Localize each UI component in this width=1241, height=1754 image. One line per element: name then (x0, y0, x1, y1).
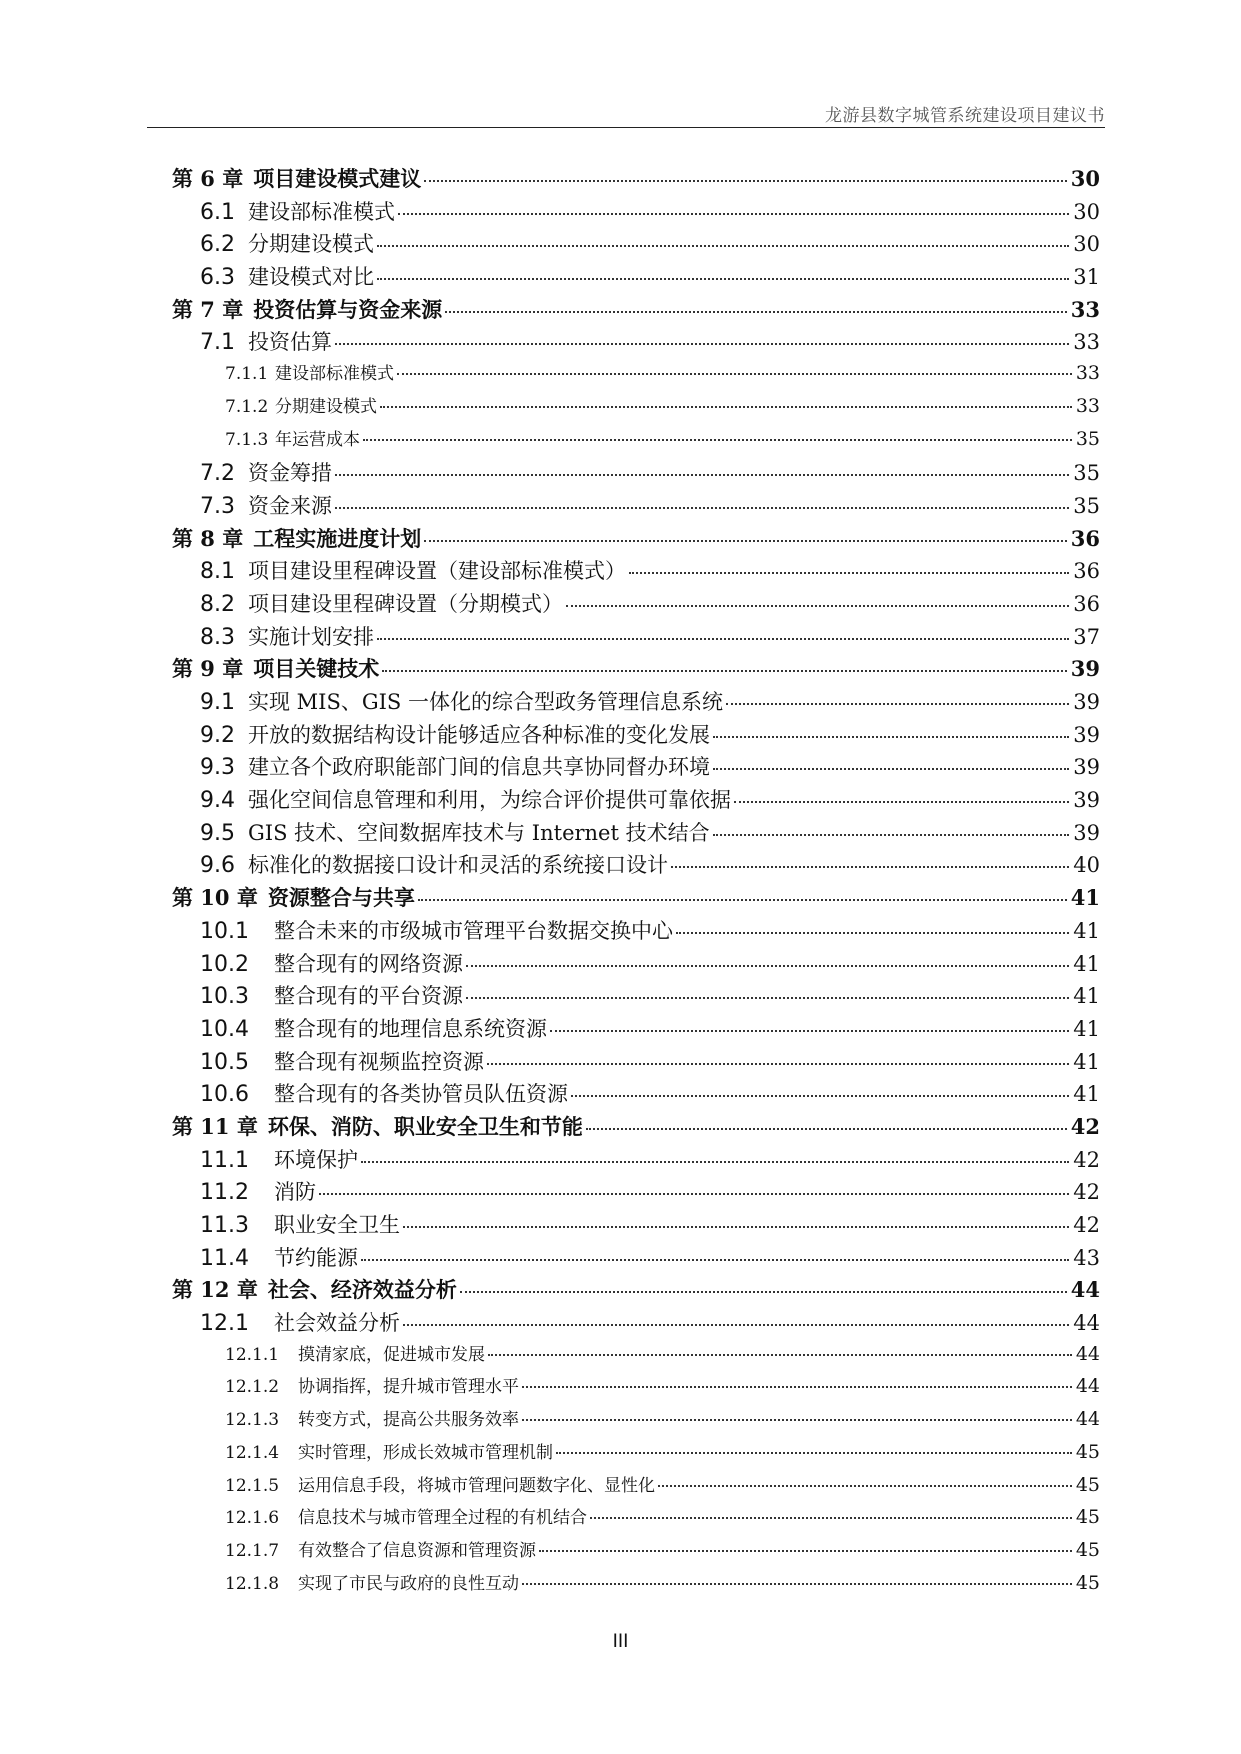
toc-dot-leader (566, 605, 1069, 607)
toc-entry-title: 建设部标准模式 (275, 364, 394, 385)
toc-dot-leader (488, 1354, 1072, 1356)
toc-entry-number: 7.1 (200, 330, 235, 356)
toc-dot-leader (377, 638, 1069, 640)
toc-entry-number: 11.2 (200, 1180, 249, 1206)
toc-entry-number: 第 6 章 (172, 166, 244, 191)
toc-dot-leader (522, 1583, 1072, 1585)
toc-entry[interactable] (172, 392, 1100, 425)
toc-entry-title: 社会、经济效益分析 (267, 1277, 457, 1303)
toc-entry-page: 41 (1073, 1049, 1100, 1074)
toc-entry-number: 第 11 章 (172, 1113, 258, 1139)
toc-entry-number: 12.1.5 (225, 1475, 280, 1496)
toc-chapter-entry[interactable] (172, 1111, 1100, 1144)
toc-entry-page: 39 (1073, 788, 1100, 813)
toc-entry[interactable] (172, 1307, 1100, 1340)
toc-entry-page: 30 (1073, 199, 1100, 224)
toc-entry-title: GIS 技术、空间数据库技术与 Internet 技术结合 (248, 820, 710, 845)
toc-entry-page: 31 (1073, 265, 1100, 290)
page-number-footer: III (612, 1631, 629, 1652)
toc-entry-page: 33 (1070, 296, 1100, 322)
toc-entry-number: 7.1.3 (225, 429, 269, 450)
toc-chapter-entry[interactable] (172, 653, 1100, 686)
toc-entry-title: 整合现有的网络资源 (274, 951, 463, 976)
toc-entry-page: 42 (1073, 1213, 1100, 1237)
toc-entry-page: 43 (1073, 1245, 1100, 1270)
toc-entry-title: 开放的数据结构设计能够适应各种标准的变化发展 (248, 722, 710, 747)
toc-entry-page: 44 (1070, 1277, 1100, 1303)
toc-entry-number: 第 7 章 (172, 296, 244, 322)
toc-entry-title: 整合现有的平台资源 (274, 984, 463, 1009)
toc-chapter-entry[interactable] (172, 882, 1100, 915)
toc-entry-title: 建设部标准模式 (248, 199, 395, 224)
toc-entry-title: 分期建设模式 (275, 396, 377, 417)
toc-entry[interactable] (172, 588, 1100, 621)
toc-dot-leader (397, 373, 1072, 375)
toc-entry-number: 10.2 (200, 951, 249, 977)
toc-entry-number: 12.1.4 (225, 1442, 280, 1463)
toc-entry-number: 12.1.6 (225, 1508, 280, 1529)
toc-dot-leader (361, 1259, 1069, 1261)
toc-dot-leader (586, 1128, 1067, 1130)
toc-entry-title: 项目关键技术 (253, 656, 380, 682)
toc-dot-leader (363, 439, 1072, 441)
toc-entry-page: 35 (1075, 427, 1100, 450)
toc-entry[interactable] (172, 751, 1100, 784)
toc-entry-number: 第 12 章 (172, 1277, 258, 1303)
toc-entry-title: 环保、消防、职业安全卫生和节能 (267, 1113, 583, 1139)
toc-entry-title: 实现了市民与政府的良性互动 (298, 1573, 519, 1594)
toc-entry-number: 第 10 章 (172, 885, 258, 911)
toc-dot-leader (713, 736, 1069, 738)
toc-entry[interactable] (172, 621, 1100, 654)
toc-entry-title: 协调指挥，提升城市管理水平 (298, 1377, 519, 1398)
toc-entry[interactable] (172, 1340, 1100, 1373)
toc-chapter-entry[interactable] (172, 163, 1100, 196)
toc-entry-page: 42 (1073, 1180, 1100, 1205)
toc-chapter-entry[interactable] (172, 294, 1100, 327)
toc-entry-number: 12.1.1 (225, 1344, 280, 1365)
toc-entry-title: 资金筹措 (248, 461, 332, 486)
toc-entry-page: 33 (1075, 362, 1100, 385)
toc-entry-number: 7.1.2 (225, 396, 269, 417)
toc-entry-number: 6.3 (200, 265, 235, 291)
toc-entry[interactable] (172, 1569, 1100, 1602)
toc-entry-number: 12.1.3 (225, 1410, 280, 1431)
toc-entry[interactable] (172, 1046, 1100, 1079)
toc-dot-leader (556, 1452, 1072, 1454)
header-rule (147, 127, 1105, 128)
toc-entry[interactable] (172, 1242, 1100, 1275)
toc-entry[interactable] (172, 425, 1100, 458)
toc-entry-page: 39 (1073, 690, 1100, 714)
toc-entry-title: 环境保护 (274, 1147, 358, 1172)
toc-entry-number: 10.1 (200, 918, 249, 944)
toc-entry-page: 45 (1075, 1538, 1100, 1561)
toc-dot-leader (590, 1517, 1072, 1519)
toc-entry-title: 项目建设里程碑设置（分期模式） (248, 591, 563, 616)
toc-entry-number: 7.1.1 (225, 364, 269, 385)
toc-entry-number: 6.1 (200, 199, 235, 225)
toc-entry[interactable] (172, 1209, 1100, 1242)
toc-dot-leader (734, 801, 1069, 803)
toc-entry[interactable] (172, 1536, 1100, 1569)
toc-entry-page: 39 (1073, 722, 1100, 747)
toc-dot-leader (335, 343, 1069, 345)
toc-entry-title: 资源整合与共享 (267, 885, 415, 911)
toc-dot-leader (522, 1419, 1072, 1421)
toc-dot-leader (713, 834, 1070, 836)
toc-entry-page: 33 (1073, 330, 1100, 355)
toc-dot-leader (380, 406, 1072, 408)
toc-entry[interactable] (172, 980, 1100, 1013)
toc-dot-leader (629, 572, 1069, 574)
toc-entry[interactable] (172, 1013, 1100, 1046)
toc-entry-page: 41 (1070, 885, 1100, 911)
toc-entry[interactable] (172, 359, 1100, 392)
toc-entry-title: 整合现有的各类协管员队伍资源 (274, 1082, 568, 1107)
toc-entry-page: 41 (1073, 1016, 1100, 1041)
toc-entry-title: 强化空间信息管理和利用，为综合评价提供可靠依据 (248, 788, 731, 813)
toc-dot-leader (466, 965, 1069, 967)
toc-entry-number: 10.6 (200, 1082, 249, 1108)
toc-dot-leader (539, 1550, 1072, 1552)
toc-entry-title: 整合未来的市级城市管理平台数据交换中心 (274, 918, 673, 943)
toc-chapter-entry[interactable] (172, 523, 1100, 556)
toc-entry-number: 第 8 章 (172, 525, 244, 551)
toc-dot-leader (445, 311, 1067, 313)
running-header: 龙游县数字城管系统建设项目建议书 (825, 106, 1105, 126)
toc-entry-title: 分期建设模式 (248, 232, 374, 257)
toc-dot-leader (382, 670, 1067, 672)
toc-entry-number: 9.2 (200, 722, 235, 748)
toc-entry-page: 45 (1075, 1473, 1100, 1496)
toc-entry[interactable] (172, 1503, 1100, 1536)
toc-entry[interactable] (172, 326, 1100, 359)
toc-dot-leader (403, 1324, 1069, 1326)
toc-entry-title: 年运营成本 (275, 429, 360, 450)
toc-entry-page: 39 (1070, 656, 1100, 682)
toc-entry-title: 投资估算 (248, 330, 332, 355)
toc-entry-title: 有效整合了信息资源和管理资源 (298, 1540, 536, 1561)
toc-entry[interactable] (172, 261, 1100, 294)
toc-entry-title: 实施计划安排 (248, 624, 374, 649)
toc-entry-page: 39 (1073, 755, 1100, 780)
toc-entry-number: 11.1 (200, 1147, 249, 1173)
toc-entry-number: 9.6 (200, 853, 235, 879)
toc-dot-leader (319, 1193, 1069, 1195)
toc-entry-number: 8.1 (200, 559, 235, 585)
toc-dot-leader (418, 899, 1067, 901)
toc-entry-title: 转变方式，提高公共服务效率 (298, 1410, 519, 1431)
toc-entry-number: 12.1.8 (225, 1573, 280, 1594)
toc-entry[interactable] (172, 228, 1100, 261)
toc-entry-number: 第 9 章 (172, 656, 244, 682)
toc-entry-title: 职业安全卫生 (274, 1213, 400, 1237)
toc-entry-page: 36 (1073, 591, 1100, 616)
toc-entry-page: 36 (1070, 525, 1100, 551)
toc-dot-leader (466, 997, 1069, 999)
toc-entry-number: 11.4 (200, 1245, 249, 1271)
toc-entry-number: 9.1 (200, 690, 235, 715)
toc-entry-title: 建立各个政府职能部门间的信息共享协同督办环境 (248, 755, 710, 780)
toc-entry-page: 39 (1073, 820, 1100, 845)
toc-entry-page: 30 (1070, 166, 1100, 191)
toc-entry-title: 摸清家底，促进城市发展 (298, 1344, 485, 1365)
toc-entry-number: 12.1.2 (225, 1377, 280, 1398)
toc-entry-number: 10.3 (200, 984, 249, 1010)
toc-entry-number: 12.1.7 (225, 1540, 280, 1561)
toc-entry-page: 40 (1073, 853, 1100, 878)
toc-entry[interactable] (172, 457, 1100, 490)
toc-dot-leader (377, 278, 1069, 280)
toc-dot-leader (403, 1226, 1069, 1228)
toc-entry-title: 工程实施进度计划 (253, 525, 422, 551)
toc-entry-number: 8.3 (200, 624, 235, 650)
toc-dot-leader (424, 540, 1067, 542)
toc-entry-page: 33 (1075, 394, 1100, 417)
toc-dot-leader (676, 932, 1069, 934)
toc-entry-page: 42 (1073, 1147, 1100, 1172)
toc-entry-title: 消防 (274, 1180, 316, 1205)
toc-dot-leader (550, 1030, 1069, 1032)
toc-entry-title: 投资估算与资金来源 (253, 296, 443, 322)
toc-entry-page: 45 (1075, 1571, 1100, 1594)
toc-chapter-entry[interactable] (172, 1274, 1100, 1307)
toc-dot-leader (377, 245, 1069, 247)
toc-entry[interactable] (172, 686, 1100, 719)
toc-entry-title: 信息技术与城市管理全过程的有机结合 (298, 1508, 587, 1529)
toc-entry[interactable] (172, 719, 1100, 752)
toc-entry-page: 44 (1075, 1342, 1100, 1365)
toc-entry[interactable] (172, 1176, 1100, 1209)
toc-entry[interactable] (172, 1471, 1100, 1504)
toc-entry-page: 41 (1073, 918, 1100, 943)
toc-entry-title: 资金来源 (248, 493, 332, 518)
toc-dot-leader (713, 768, 1069, 770)
toc-entry-title: 项目建设模式建议 (253, 166, 422, 191)
toc-entry-page: 41 (1073, 984, 1100, 1009)
toc-entry-page: 41 (1073, 1082, 1100, 1107)
toc-entry-number: 6.2 (200, 232, 235, 258)
toc-entry-page: 36 (1073, 559, 1100, 584)
toc-entry-number: 7.2 (200, 461, 235, 487)
toc-entry-number: 8.2 (200, 591, 235, 617)
toc-entry-page: 41 (1073, 951, 1100, 976)
toc-entry-number: 9.4 (200, 788, 235, 814)
toc-entry-title: 实现 MIS、GIS 一体化的综合型政务管理信息系统 (248, 690, 723, 714)
toc-entry[interactable] (172, 1438, 1100, 1471)
toc-entry[interactable] (172, 849, 1100, 882)
toc-entry[interactable] (172, 1144, 1100, 1177)
toc-entry-title: 运用信息手段，将城市管理问题数字化、显性化 (298, 1475, 655, 1496)
toc-entry-page: 30 (1073, 232, 1100, 257)
toc-entry-number: 12.1 (200, 1311, 249, 1337)
toc-entry[interactable] (172, 784, 1100, 817)
toc-entry-page: 35 (1073, 461, 1100, 486)
toc-dot-leader (424, 180, 1067, 182)
toc-dot-leader (460, 1291, 1067, 1293)
toc-entry[interactable] (172, 948, 1100, 981)
toc-dot-leader (398, 213, 1069, 215)
toc-entry-number: 10.5 (200, 1049, 249, 1075)
toc-entry-page: 44 (1075, 1408, 1100, 1431)
toc-entry-title: 整合现有的地理信息系统资源 (274, 1016, 547, 1041)
toc-dot-leader (726, 703, 1069, 705)
toc-dot-leader (335, 507, 1069, 509)
toc-dot-leader (522, 1386, 1072, 1388)
toc-entry-title: 建设模式对比 (248, 265, 374, 290)
toc-entry-title: 节约能源 (274, 1245, 358, 1270)
toc-dot-leader (658, 1485, 1072, 1487)
toc-entry[interactable] (172, 555, 1100, 588)
toc-dot-leader (335, 474, 1069, 476)
toc-dot-leader (571, 1095, 1069, 1097)
toc-entry[interactable] (172, 1405, 1100, 1438)
toc-entry-title: 整合现有视频监控资源 (274, 1049, 484, 1074)
toc-entry-page: 45 (1075, 1440, 1100, 1463)
toc-entry[interactable] (172, 196, 1100, 229)
toc-entry-page: 45 (1075, 1506, 1100, 1529)
toc-entry-title: 项目建设里程碑设置（建设部标准模式） (248, 559, 626, 584)
toc-entry[interactable] (172, 490, 1100, 523)
toc-entry-title: 社会效益分析 (274, 1311, 400, 1336)
toc-entry-number: 11.3 (200, 1213, 249, 1238)
toc-entry-number: 9.3 (200, 755, 235, 781)
toc-entry-page: 44 (1073, 1311, 1100, 1336)
toc-entry-number: 9.5 (200, 820, 235, 846)
toc-dot-leader (487, 1063, 1069, 1065)
toc-entry-page: 42 (1070, 1113, 1100, 1139)
toc-entry-page: 35 (1073, 493, 1100, 518)
toc-entry-title: 实时管理，形成长效城市管理机制 (298, 1442, 553, 1463)
toc-entry-number: 10.4 (200, 1016, 249, 1042)
toc-entry-page: 37 (1073, 624, 1100, 649)
toc-entry-page: 44 (1075, 1375, 1100, 1398)
toc-entry[interactable] (172, 817, 1100, 850)
toc-entry[interactable] (172, 915, 1100, 948)
toc-dot-leader (671, 866, 1069, 868)
table-of-contents (172, 163, 1100, 1601)
toc-dot-leader (361, 1161, 1069, 1163)
toc-entry-title: 标准化的数据接口设计和灵活的系统接口设计 (248, 853, 668, 878)
toc-entry[interactable] (172, 1078, 1100, 1111)
toc-entry[interactable] (172, 1372, 1100, 1405)
toc-entry-number: 7.3 (200, 493, 235, 519)
